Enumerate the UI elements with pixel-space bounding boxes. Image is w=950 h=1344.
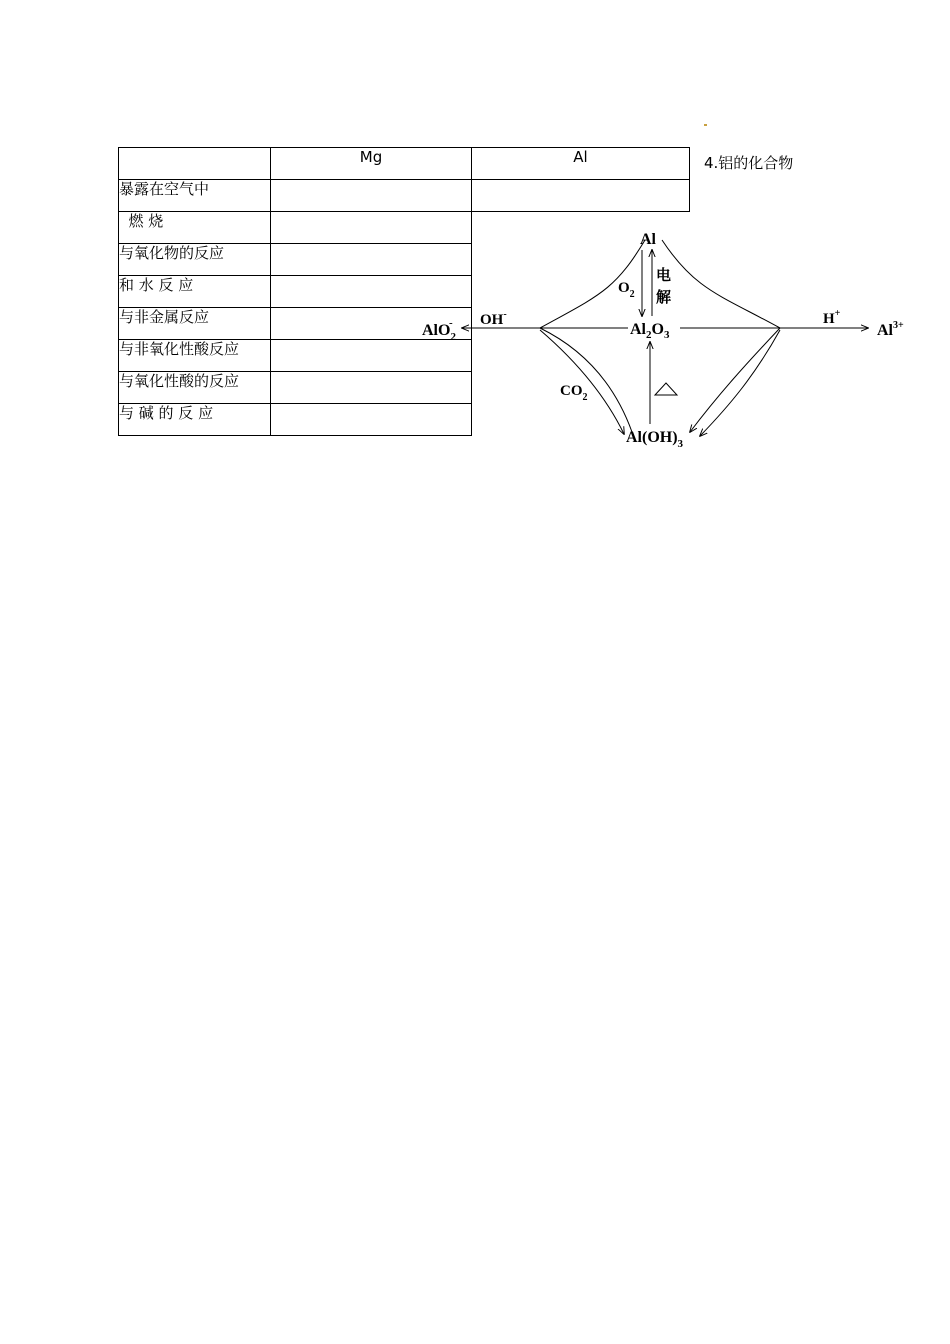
label-o2: $O_2$ [618, 280, 635, 300]
node-al2o3: $Al_2O_3$ [630, 321, 670, 341]
stray-mark [704, 124, 707, 126]
node-aloh3: $Al(OH)_3$ [626, 429, 684, 450]
table-header-row [119, 148, 690, 180]
row-label: 和 水 反 应 [119, 276, 271, 308]
header-al: Al [472, 148, 690, 180]
curve-al-right [662, 240, 780, 328]
node-al: Al [640, 231, 656, 248]
node-al3: $Al^{3+}$ [877, 320, 904, 339]
label-oh: OH- [480, 309, 507, 328]
table-row [119, 180, 690, 212]
aluminum-compounds-diagram [400, 210, 920, 455]
mg-cell [271, 180, 472, 212]
header-blank-cell [119, 148, 271, 180]
node-alo2: AlO$_2$- [422, 317, 456, 343]
label-co2: $CO_2$ [560, 383, 588, 403]
row-label: 与氧化物的反应 [119, 244, 271, 276]
al-cell [472, 180, 690, 212]
row-label: 与 碱 的 反 应 [119, 404, 271, 436]
curve-lower-right-outer [690, 328, 780, 432]
row-label: 与非金属反应 [119, 308, 271, 340]
curve-lower-left-inner [540, 330, 624, 434]
label-h: H+ [823, 308, 841, 327]
row-label: 与氧化性酸的反应 [119, 372, 271, 404]
row-label: 暴露在空气中 [119, 180, 271, 212]
row-label: 与非氧化性酸反应 [119, 340, 271, 372]
header-mg: Mg [271, 148, 472, 180]
curve-lower-right-inner [700, 330, 780, 436]
label-electrolysis-2: 解 [656, 290, 672, 306]
heat-triangle-icon [655, 383, 677, 395]
row-label: 燃 烧 [119, 212, 271, 244]
label-electrolysis-1: 电 [656, 268, 672, 284]
curve-lower-left-outer [540, 328, 632, 432]
section-title: 4.铝的化合物 [704, 154, 794, 172]
